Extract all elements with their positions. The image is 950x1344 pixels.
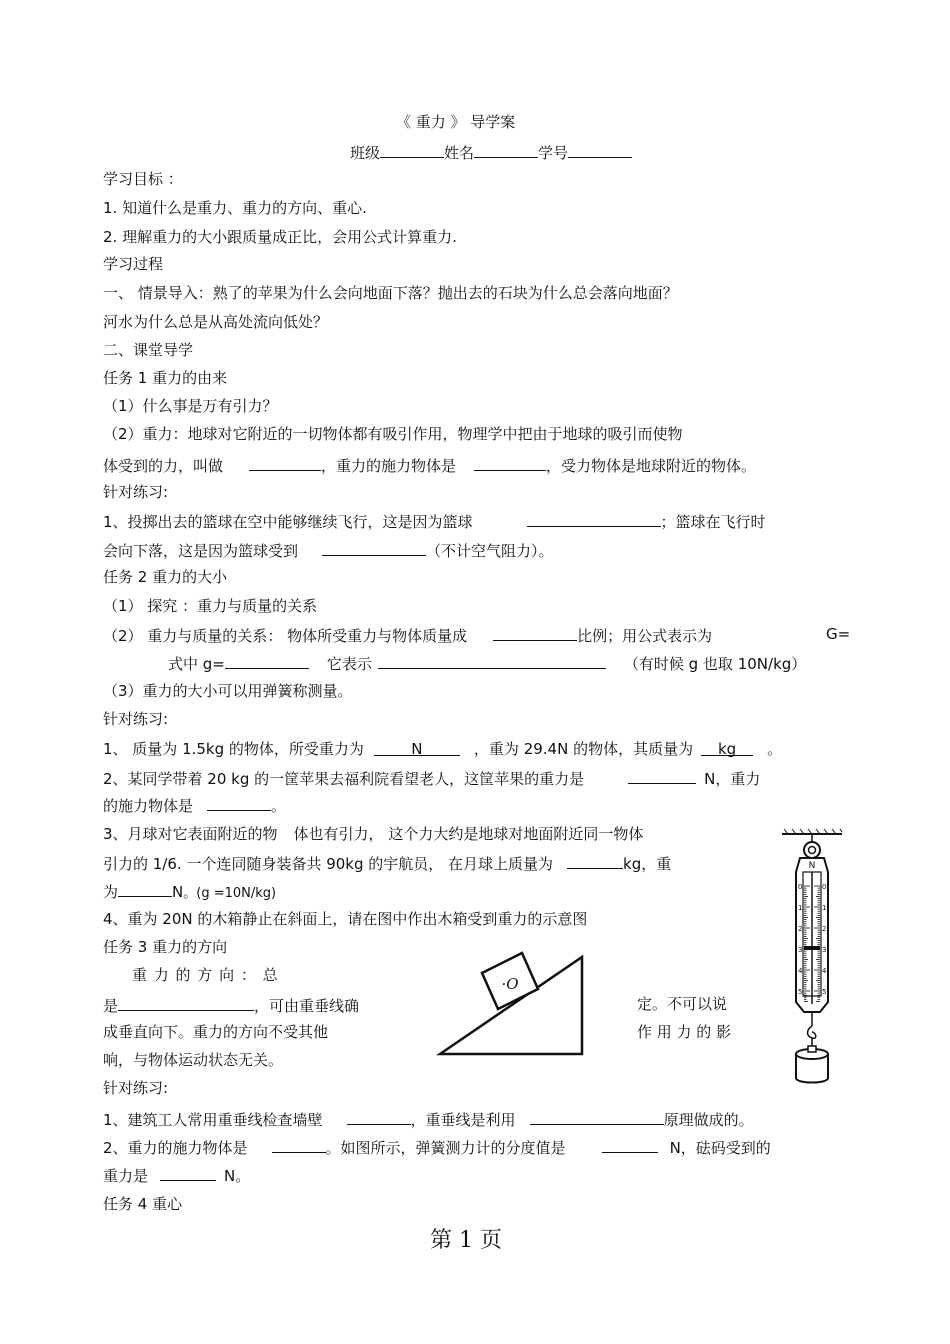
scale-number: 0 [798,883,803,891]
practice-heading: 针对练习: [103,1079,169,1097]
text-segment: （2） 重力与质量的关系： 物体所受重力与物体质量成 [103,627,468,645]
answer-blank[interactable] [527,510,661,527]
text-segment: ，受力物体是地球附近的物体。 [546,457,757,475]
exercise-line [103,1136,771,1158]
answer-blank[interactable] [567,852,623,869]
exercise-line: 4、重为 20N 的木箱静止在斜面上，请在图中作出木箱受到重力的示意图 [103,910,588,928]
scale-number: 2 [798,925,803,933]
name-blank[interactable] [474,141,538,158]
answer-blank[interactable] [118,994,254,1011]
answer-blank[interactable] [160,1164,216,1181]
scale-pointer [804,946,820,950]
text-segment: （不计空气阻力）。 [426,542,554,560]
objective-item: 1. 知道什么是重力、重力的方向、重心. [103,199,367,217]
answer-blank[interactable] [493,624,577,641]
text-segment: 为 [103,883,119,901]
text-segment: ，可由重垂线确 [254,997,360,1015]
text-segment: 是 [103,997,119,1015]
answer-blank[interactable] [118,880,172,897]
text-segment: N，重力 [704,770,761,788]
unit-label: kg [717,740,737,758]
class-blank[interactable] [380,141,444,158]
text-segment: N。 [224,1167,251,1185]
answer-blank[interactable] [249,454,321,471]
task2-q2 [103,624,712,646]
task1-q2-fill [103,454,756,476]
task1-title: 任务 1 重力的由来 [103,369,228,387]
task3-line: 作 用 力 的 影 [637,1023,732,1041]
task3-line [103,994,359,1016]
answer-blank[interactable] [225,652,309,669]
unit-label: N [411,740,423,758]
class-label: 班级 [350,144,381,162]
intro-line: 一、 情景导入：熟了的苹果为什么会向地面下落？抛出去的石块为什么总会落向地面？ [103,284,678,302]
text-segment: 。(g =10N/kg) [183,886,277,901]
text-segment: 引力的 1/6. 一个连同随身装备共 90kg 的宇航员， 在月球上质量为 [103,855,554,873]
task3-line: 重 力 的 方 向 ： 总 [132,966,278,984]
id-label: 学号 [538,144,569,162]
text-segment: 体也有引力， 这个力大约是地球对地面附近同一物体 [293,825,644,843]
intro-line: 河水为什么总是从高处流向低处？ [103,313,329,331]
text-segment: 2、某同学带着 20 kg 的一筐苹果去福利院看望老人，这筐苹果的重力是 [103,770,585,788]
answer-blank[interactable] [347,1108,411,1125]
incline-diagram [432,945,592,1061]
scale-number: 5 [798,988,803,996]
task3-line: 成垂直向下。重力的方向不受其他 [103,1023,329,1041]
scale-unit-label: N [808,861,816,871]
id-blank[interactable] [568,141,632,158]
answer-blank[interactable] [272,1136,326,1153]
text-segment: N [172,883,184,901]
exercise-line [103,739,782,759]
task3-title: 任务 3 重力的方向 [103,938,228,956]
text-segment: ，重垂线是利用 [410,1111,516,1129]
hanging-ring [804,842,820,858]
answer-blank[interactable] [322,539,426,556]
text-segment: 。 [271,797,287,815]
scale-number: 4 [798,967,803,975]
text-segment: 1、投掷出去的篮球在空中能够继续飞行，这是因为篮球 [103,513,473,531]
text-segment: 的施力物体是 [103,797,194,815]
text-segment: 体受到的力，叫做 [103,457,224,475]
text-segment: N，砝码受到的 [669,1139,771,1157]
spring-scale-diagram [776,826,848,1088]
hook [808,1026,816,1038]
text-segment: 原理做成的。 [663,1111,754,1129]
text-segment: 2、重力的施力物体是 [103,1139,248,1157]
task2-title: 任务 2 重力的大小 [103,568,228,586]
task4-title: 任务 4 重心 [103,1195,183,1213]
text-segment: 3、月球对它表面附近的物 [103,825,278,843]
text-segment: 式中 g= [168,655,225,673]
scale-number: 3 [822,946,827,954]
exercise-line [103,1108,754,1130]
student-info-line [350,141,632,163]
exercise-line [103,852,671,874]
scale-number: 5 [822,988,827,996]
answer-blank[interactable] [207,794,271,811]
text-segment: （有时候 g 也取 10N/kg） [623,655,807,673]
text-segment: 。 [767,740,783,758]
scale-number: 2 [822,925,827,933]
text-segment: ，重为 29.4N 的物体，其质量为 [473,740,694,758]
exercise-line [103,539,554,561]
scale-number: 0 [822,883,827,891]
task3-line: 定。不可以说 [637,995,728,1013]
answer-blank[interactable] [602,1136,658,1153]
answer-blank[interactable] [701,739,753,756]
name-label: 姓名 [444,144,475,162]
exercise-line [103,1164,250,1186]
page-title: 《 重力 》 导学案 [396,113,516,131]
text-segment: 1、建筑工人常用重垂线检查墙壁 [103,1111,323,1129]
text-segment: 重力是 [103,1167,149,1185]
task2-q1: （1） 探究 ：重力与质量的关系 [103,597,318,615]
text-segment: ，重力的施力物体是 [321,457,457,475]
practice-heading: 针对练习: [103,483,169,501]
exercise-line [103,880,276,904]
task2-q3: （3）重力的大小可以用弹簧称测量。 [103,682,353,700]
answer-blank[interactable] [378,652,606,669]
scale-number: 3 [798,946,803,954]
box-center-label: ·O [501,975,519,993]
page-number: 第 1 页 [430,1228,502,1253]
task1-q1: （1）什么事是万有引力？ [103,397,278,415]
text-segment: 会向下落，这是因为篮球受到 [103,542,299,560]
scale-number: 4 [822,967,827,975]
scale-number: 1 [798,904,803,912]
scale-number: 1 [822,904,827,912]
task2-q2-line2 [168,652,806,674]
text-segment: 它表示 [326,655,372,673]
practice-heading: 针对练习: [103,710,169,728]
answer-blank[interactable] [530,1108,664,1125]
exercise-line [103,510,766,532]
weight-knob [808,1046,816,1052]
task3-line: 响，与物体运动状态无关。 [103,1051,284,1069]
text-segment: 。如图所示，弹簧测力计的分度值是 [325,1139,566,1157]
objectives-heading: 学习目标 ： [103,170,183,188]
exercise-line [103,824,643,844]
task1-q2: （2）重力：地球对它附近的一切物体都有吸引作用，物理学中把由于地球的吸引而使物 [103,425,683,443]
text-segment: ；篮球在飞行时 [660,513,766,531]
exercise-line [103,794,286,816]
text-segment: kg，重 [623,855,672,873]
exercise-line [103,767,760,789]
answer-blank[interactable] [474,454,546,471]
process-heading: 学习过程 [103,255,164,273]
section-heading: 二、课堂导学 [103,341,194,359]
text-segment: 1、 质量为 1.5kg 的物体，所受重力为 [103,740,364,758]
text-segment: 比例；用公式表示为 [577,627,713,645]
answer-blank[interactable] [628,767,696,784]
answer-blank[interactable] [374,739,460,756]
objective-item: 2. 理解重力的大小跟质量成正比，会用公式计算重力. [103,228,457,246]
formula-g: G= [826,625,851,643]
